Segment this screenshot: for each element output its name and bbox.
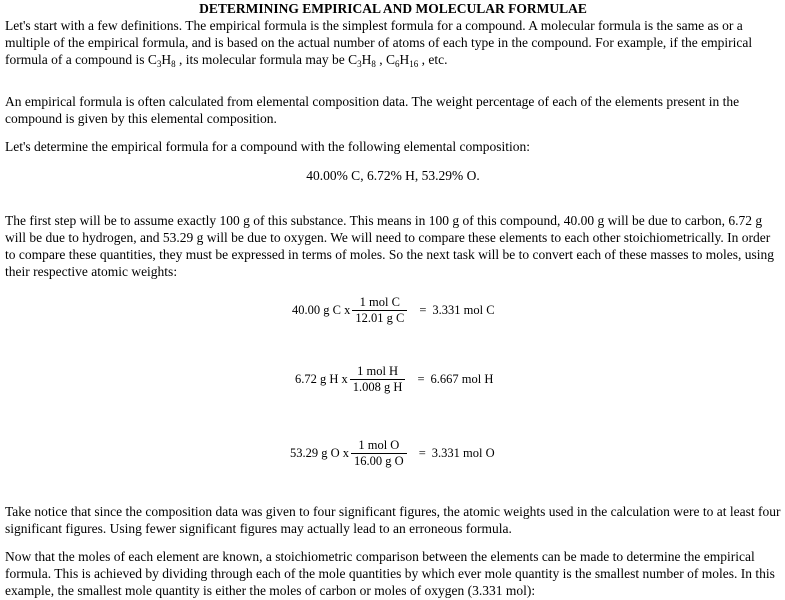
- equation-lhs: 6.72 g H x: [295, 372, 348, 386]
- formula-c3h8: [348, 52, 376, 67]
- equals-sign: =: [419, 303, 427, 317]
- equals-sign: =: [417, 372, 425, 386]
- paragraph-stoichiometric: Now that the moles of each element are known, a stoichiometric comparison between the elements can be made to determine the empirical formula. This is achieved by dividing through each of the mole quantities by which ever mole quantity is the smallest number of moles. In this example, the smallest mole quantity is either the moles of carbon or moles of oxygen (3.331 mol):: [5, 549, 775, 598]
- equation-oxygen: [290, 438, 495, 469]
- composition-line: 40.00% C, 6.72% H, 53.29% O.: [306, 168, 480, 183]
- equation-hydrogen: [295, 364, 493, 395]
- formula-element: C: [348, 52, 358, 67]
- formula-subscript: 3: [357, 59, 362, 69]
- fraction-denominator: 1.008 g H: [350, 379, 406, 395]
- formula-element: H: [361, 52, 372, 67]
- equation-result: 3.331 mol O: [431, 446, 495, 460]
- page-title: DETERMINING EMPIRICAL AND MOLECULAR FORMULAE: [199, 1, 587, 16]
- conversion-fraction: [352, 295, 407, 326]
- formula-element: H: [161, 52, 172, 67]
- equation-result: 6.667 mol H: [430, 372, 494, 386]
- paragraph-definitions: [5, 17, 781, 68]
- paragraph-composition-intro: An empirical formula is often calculated from elemental composition data. The weight percentage of each of the elements present in the compound is given by this elemental composition.: [5, 94, 740, 126]
- fraction-numerator: 1 mol H: [357, 364, 399, 378]
- equals-sign: =: [418, 446, 426, 460]
- separator: ,: [375, 52, 386, 67]
- fraction-numerator: 1 mol O: [358, 438, 400, 452]
- formula-element: C: [147, 52, 157, 67]
- equation-lhs: 40.00 g C x: [292, 303, 351, 317]
- fraction-denominator: 16.00 g O: [351, 453, 407, 469]
- conversion-fraction: [351, 438, 407, 469]
- conversion-fraction: [350, 364, 406, 395]
- definitions-text: Let's start with a few definitions. The empirical formula is the simplest formula for a compound. A molecular formula is the same as or a multiple of the empirical formula, and is based on the actual number of atoms of each type in the compound. For example, if the empirical formula of a compound is: [5, 18, 753, 67]
- equation-result: 3.331 mol C: [432, 303, 495, 317]
- definitions-text: , its molecular formula may be: [175, 52, 349, 67]
- formula-element: H: [399, 52, 410, 67]
- equation-lhs: 53.29 g O x: [290, 446, 350, 460]
- formula-subscript: 3: [156, 59, 162, 69]
- formula-c3h8: [148, 52, 176, 67]
- paragraph-significant-figures: Take notice that since the composition data was given to four significant figures, the atomic weights used in the calculation were to at least four significant figures. Using fewer significant figures may actually lead to an erroneous formula.: [5, 504, 781, 536]
- formula-subscript: 16: [409, 59, 419, 69]
- formula-element: C: [385, 52, 395, 67]
- equation-carbon: [292, 295, 495, 326]
- definitions-text: , etc.: [418, 52, 448, 67]
- fraction-numerator: 1 mol C: [359, 295, 400, 309]
- fraction-denominator: 12.01 g C: [352, 310, 407, 326]
- formula-subscript: 8: [171, 59, 176, 69]
- paragraph-determine: Let's determine the empirical formula for a compound with the following elemental composition:: [5, 139, 531, 154]
- formula-subscript: 6: [394, 59, 400, 69]
- formula-subscript: 8: [371, 59, 376, 69]
- formula-c6h16: [386, 52, 418, 67]
- paragraph-first-step: The first step will be to assume exactly 100 g of this substance. This means in 100 g of this compound, 40.00 g will be due to carbon, 6.72 g will be due to hydrogen, and 53.29 g will be due to oxygen. We will need to compare these elements to each other stoichiometrically. In order to compare these quantities, they must be expressed in terms of moles. So the next task will be to convert each of these masses to moles, using their respective atomic weights:: [5, 213, 774, 279]
